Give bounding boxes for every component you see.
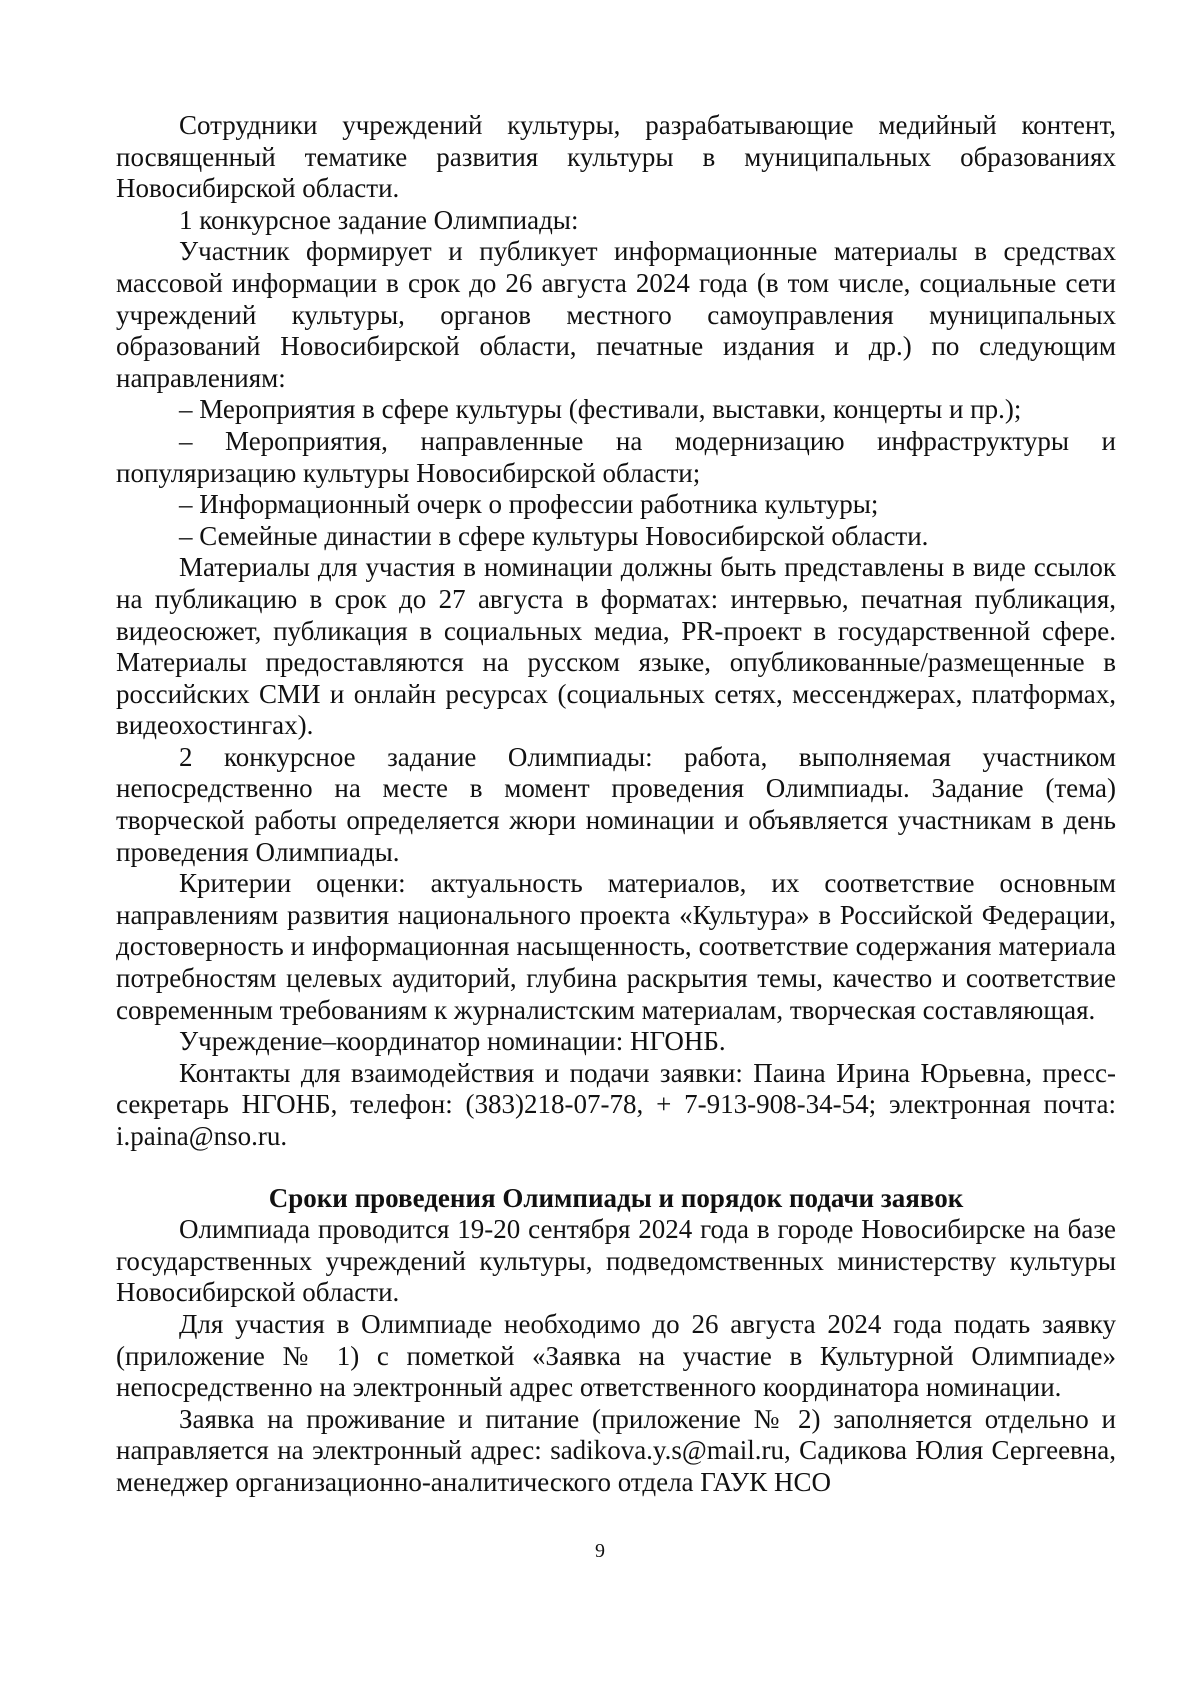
- section-heading: Сроки проведения Олимпиады и порядок подачи заявок: [268, 1182, 964, 1213]
- paragraph-task-1-description: Участник формирует и публикует информационные материалы в средствах массовой информации в срок до 26 августа 2024 года (в том числе, социальные сети учреждений культуры, органов местного самоуправления муниципальных образований Новосибирской области, печатные издания и др.) по следующим направлениям:: [116, 236, 1116, 393]
- paragraph-participants: Сотрудники учреждений культуры, разрабатывающие медийный контент, посвященный тематике развития культуры в муниципальных образованиях Новосибирской области.: [116, 110, 1116, 204]
- paragraph-accommodation: Заявка на проживание и питание (приложение № 2) заполняется отдельно и направляется на электронный адрес: sadikova.y.s@mail.ru, Садикова Юлия Сергеевна, менеджер организационно-аналитического отдела ГАУК НСО: [116, 1403, 1116, 1497]
- paragraph-contacts: Контакты для взаимодействия и подачи заявки: Паина Ирина Юрьевна, пресс-секретарь НГОНБ, телефон: (383)218-07-78, + 7-913-908-34-54; электронная почта: i.paina@nso.ru.: [116, 1057, 1116, 1151]
- paragraph-task-1-title: 1 конкурсное задание Олимпиады:: [179, 204, 579, 235]
- paragraph-criteria: Критерии оценки: актуальность материалов, их соответствие основным направлениям развития национального проекта «Культура» в Российской Федерации, достоверность и информационная насыщенность, соответствие содержания материала потребностям целевых аудиторий, глубина раскрытия темы, качество и соответствие современным требованиям к журналистским материалам, творческая составляющая.: [116, 868, 1116, 1025]
- page-number: 9: [595, 1540, 605, 1562]
- paragraph-materials: Материалы для участия в номинации должны быть представлены в виде ссылок на публикацию в срок до 27 августа в форматах: интервью, печатная публикация, видеосюжет, публикация в социальных медиа, PR-проект в государственной сфере. Материалы предоставляются на русском языке, опубликованные/размещенные в российских СМИ и онлайн ресурсах (социальных сетях, мессенджерах, платформах, видеохостингах).: [116, 552, 1116, 741]
- list-item-infrastructure: – Мероприятия, направленные на модернизацию инфраструктуры и популяризацию культуры Новосибирской области;: [116, 425, 1116, 488]
- paragraph-coordinator: Учреждение–координатор номинации: НГОНБ.: [179, 1026, 726, 1057]
- paragraph-task-2: 2 конкурсное задание Олимпиады: работа, выполняемая участником непосредственно на месте в момент проведения Олимпиады. Задание (тема) творческой работы определяется жюри номинации и объявляется участникам в день проведения Олимпиады.: [116, 741, 1116, 867]
- list-item-family-dynasties: – Семейные династии в сфере культуры Новосибирской области.: [179, 520, 929, 551]
- list-item-events: – Мероприятия в сфере культуры (фестивали, выставки, концерты и пр.);: [179, 394, 1022, 425]
- paragraph-application: Для участия в Олимпиаде необходимо до 26 августа 2024 года подать заявку (приложение № 1) с пометкой «Заявка на участие в Культурной Олимпиаде» непосредственно на электронный адрес ответственного координатора номинации.: [116, 1308, 1116, 1403]
- paragraph-dates: Олимпиада проводится 19-20 сентября 2024 года в городе Новосибирске на базе государственных учреждений культуры, подведомственных министерству культуры Новосибирской области.: [116, 1214, 1116, 1308]
- list-item-profession-essay: – Информационный очерк о профессии работника культуры;: [179, 489, 879, 520]
- document-page: [116, 110, 1116, 1499]
